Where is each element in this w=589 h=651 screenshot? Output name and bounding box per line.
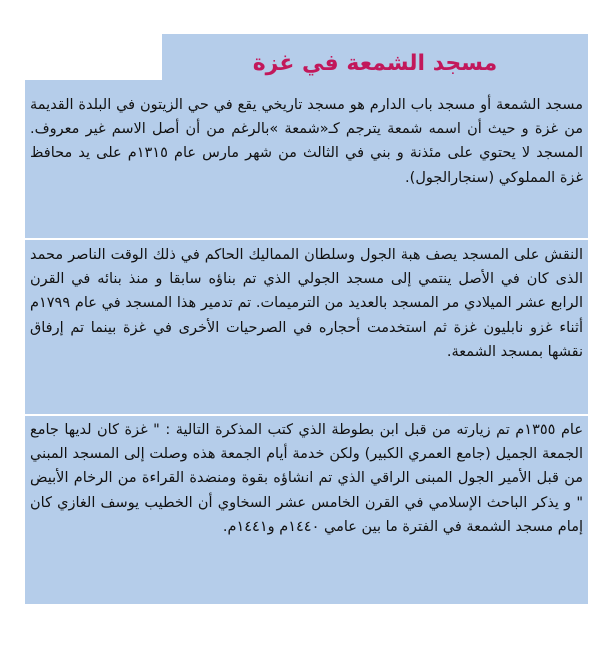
paragraph-history: مسجد الشمعة أو مسجد باب الدارم هو مسجد تاريخي يقع في حي الزيتون في البلدة القديمة من غزة و حيث أن اسمه شمعة يترجم كـ«شمعة »بالرغم من أن أصل الاسم غير معروف. المسجد لا يحتوي على مئذنة و بني في الثالث من شهر مارس عام ١٣١٥م على يد محافظ غزة المملوكي (سنجارالجول). (30, 97, 583, 186)
paragraph-separator (25, 414, 588, 416)
paragraph-inscription: النقش على المسجد يصف هبة الجول وسلطان المماليك الحاكم في ذلك الوقت الناصر محمد الذى كان في الأصل ينتمي إلى مسجد الجولي الذي تم بناؤه سابقا و منذ بنائه في القرن الرابع عشر الميلادي مر المسجد بالعديد من الترميمات. تم تدمير هذا المسجد في عام ١٧٩٩م أثناء غزو نابليون غزة ثم استخدمت أحجاره في الصرحيات الأخرى في غزة بينما تم إرفاق نقشها بمسجد الشمعة. (30, 247, 583, 360)
page-title: مسجد الشمعة في غزة (252, 50, 498, 76)
paragraph-ibn-battuta: عام ١٣٥٥م تم زيارته من قبل ابن بطوطة الذي كتب المذكرة التالية : " غزة كان لديها جامع الجمعة الجميل (جامع العمري الكبير) ولكن خدمة أيام الجمعة هذه وصلت إلى المسجد المبني من قبل الأمير الجول المبنى الراقي الذي تم انشاؤه بقوة ومنضدة القراءة من الرخام الأبيض " و يذكر الباحث الإسلامي في القرن الخامس عشر السخاوي أن الخطيب يوسف الغازي كان إمام مسجد الشمعة في الفترة ما بين عامي ١٤٤٠م و١٤٤١م. (30, 422, 583, 535)
paragraph-separator (25, 238, 588, 240)
